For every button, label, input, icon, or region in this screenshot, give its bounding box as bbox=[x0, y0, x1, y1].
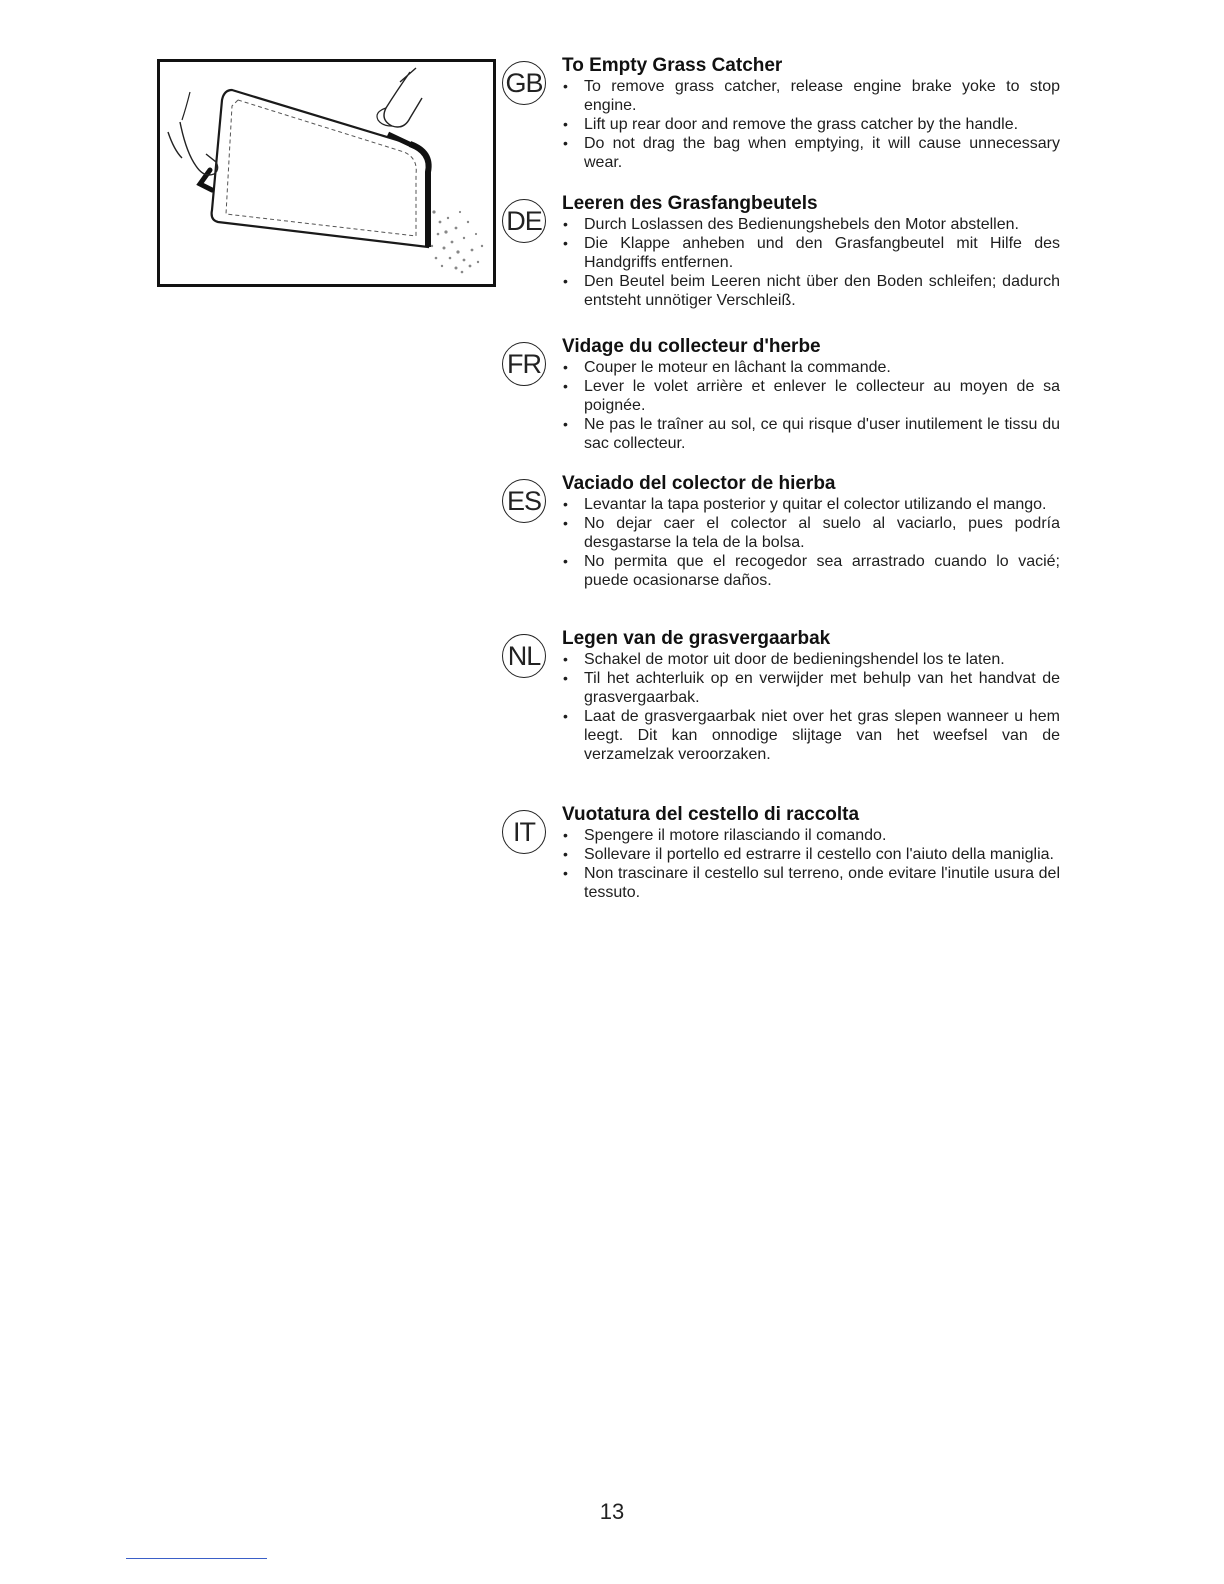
section-nl bbox=[500, 628, 1060, 804]
language-badge-nl: NL bbox=[502, 634, 546, 678]
section-title: Vuotatura del cestello di raccolta bbox=[562, 804, 860, 825]
list-item: • Schakel de motor uit door de bedieningshendel los te laten. bbox=[562, 650, 1060, 669]
list-item: • Spengere il motore rilasciando il comando. bbox=[562, 826, 1060, 845]
section-title: To Empty Grass Catcher bbox=[562, 55, 783, 76]
section-title: Leeren des Grasfangbeutels bbox=[562, 193, 818, 214]
language-badge-fr: FR bbox=[502, 342, 546, 386]
instruction-sections bbox=[500, 55, 1060, 902]
language-badge-it: IT bbox=[502, 810, 546, 854]
list-item: • Levantar la tapa posterior y quitar el colector utilizando el mango. bbox=[562, 495, 1060, 514]
section-de bbox=[500, 193, 1060, 336]
bullet-list bbox=[562, 215, 1060, 310]
section-fr bbox=[500, 336, 1060, 473]
list-item: • No permita que el recogedor sea arrastrado cuando lo vacié; puede ocasionarse daños. bbox=[562, 552, 1060, 590]
list-item: • Lift up rear door and remove the grass catcher by the handle. bbox=[562, 115, 1060, 134]
list-item: • Til het achterluik op en verwijder met behulp van het handvat de grasvergaarbak. bbox=[562, 669, 1060, 707]
list-item: • No dejar caer el colector al suelo al vaciarlo, pues podría desgastarse la tela de la bolsa. bbox=[562, 514, 1060, 552]
bullet-list bbox=[562, 826, 1060, 902]
list-item: • Do not drag the bag when emptying, it will cause unnecessary wear. bbox=[562, 134, 1060, 172]
section-es bbox=[500, 473, 1060, 628]
list-item: • Laat de grasvergaarbak niet over het gras slepen wanneer u hem leegt. Dit kan onnodige slijtage van het weefsel van de verzamelzak veroorzaken. bbox=[562, 707, 1060, 764]
language-badge-es: ES bbox=[502, 479, 546, 523]
list-item: • Couper le moteur en lâchant la commande. bbox=[562, 358, 1060, 377]
language-badge-de: DE bbox=[502, 199, 546, 243]
bullet-list bbox=[562, 77, 1060, 172]
bullet-list bbox=[562, 495, 1060, 590]
list-item: • Den Beutel beim Leeren nicht über den Boden schleifen; dadurch entsteht unnötiger Verschleiß. bbox=[562, 272, 1060, 310]
bullet-list bbox=[562, 358, 1060, 453]
list-item: • Sollevare il portello ed estrarre il cestello con l'aiuto della maniglia. bbox=[562, 845, 1060, 864]
footer-divider bbox=[126, 1558, 267, 1559]
page-number: 13 bbox=[599, 1499, 625, 1524]
list-item: • Die Klappe anheben und den Grasfangbeutel mit Hilfe des Handgriffs entfernen. bbox=[562, 234, 1060, 272]
section-gb bbox=[500, 55, 1060, 193]
section-title: Legen van de grasvergaarbak bbox=[562, 628, 831, 649]
language-badge-gb: GB bbox=[502, 61, 546, 105]
list-item: • To remove grass catcher, release engine brake yoke to stop engine. bbox=[562, 77, 1060, 115]
illustration-frame bbox=[157, 59, 496, 287]
section-it bbox=[500, 804, 1060, 902]
list-item: • Lever le volet arrière et enlever le collecteur au moyen de sa poignée. bbox=[562, 377, 1060, 415]
list-item: • Non trascinare il cestello sul terreno, onde evitare l'inutile usura del tessuto. bbox=[562, 864, 1060, 902]
list-item: • Durch Loslassen des Bedienungshebels den Motor abstellen. bbox=[562, 215, 1060, 234]
section-title: Vidage du collecteur d'herbe bbox=[562, 336, 821, 357]
list-item: • Ne pas le traîner au sol, ce qui risque d'user inutilement le tissu du sac collecteur. bbox=[562, 415, 1060, 453]
grass-catcher-emptying-illustration bbox=[160, 62, 493, 284]
section-title: Vaciado del colector de hierba bbox=[562, 473, 836, 494]
bullet-list bbox=[562, 650, 1060, 764]
